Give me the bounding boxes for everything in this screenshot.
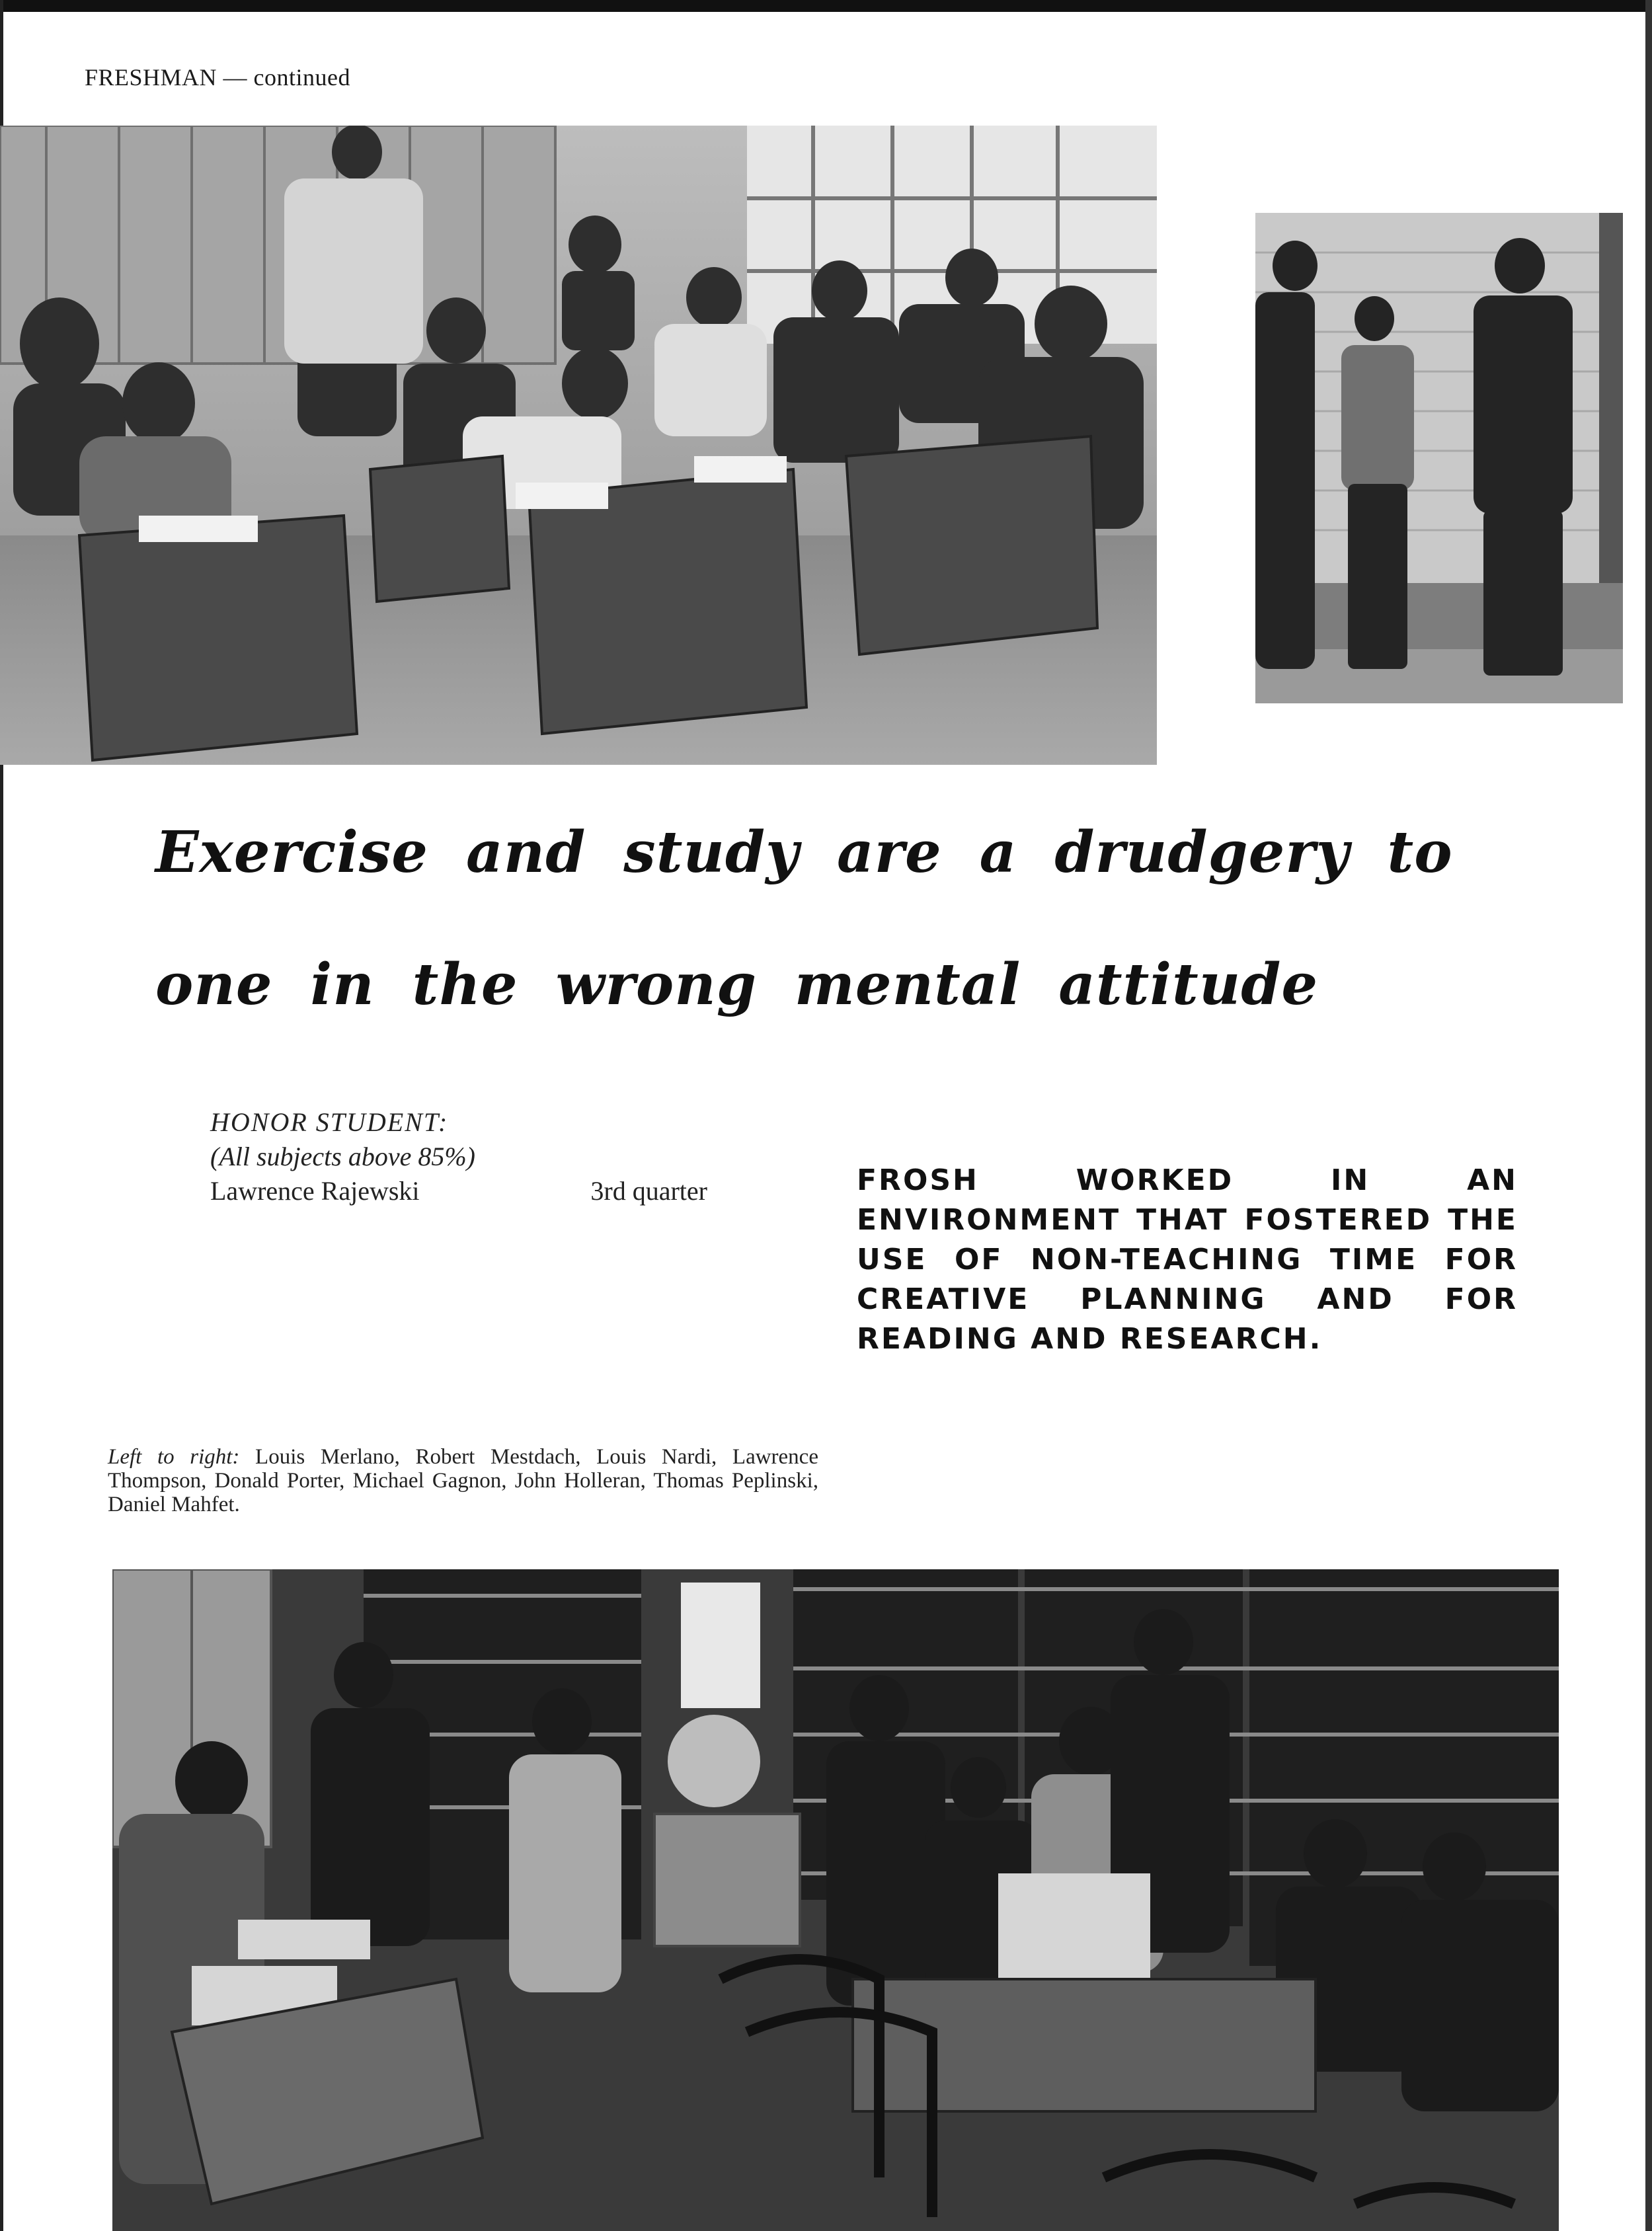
honor-criteria: (All subjects above 85%) xyxy=(210,1142,475,1171)
library-image xyxy=(112,1569,1559,2231)
honor-label-row xyxy=(210,1105,707,1140)
scan-top-border xyxy=(0,0,1652,12)
library-group-photo xyxy=(112,1569,1559,2231)
classroom-exam-image xyxy=(0,126,1157,765)
section-header: FRESHMAN — continued xyxy=(85,64,351,91)
headline-quote: Exercise and study are a drudgery to one in the wrong mental attitude xyxy=(155,819,1453,1018)
honor-student-row xyxy=(210,1174,707,1208)
caption-names: Louis Merlano, Robert Mestdach, Louis Nardi, Lawrence Thompson, Donald Porter, Michael Gagnon, John Holleran, Thomas Peplinski, Daniel Mahfet. xyxy=(108,1445,818,1516)
three-boys-image xyxy=(1255,213,1623,703)
caption-lead: Left to right: xyxy=(108,1445,240,1469)
scan-right-border xyxy=(1645,0,1652,2231)
honor-period: 3rd quarter xyxy=(590,1176,707,1206)
honor-student-name: Lawrence Rajewski xyxy=(210,1176,420,1206)
honor-label: HONOR STUDENT: xyxy=(210,1107,449,1137)
classroom-exam-photo xyxy=(0,126,1157,765)
frosh-environment-text: FROSH WORKED IN AN ENVIRONMENT THAT FOSTERED THE USE OF NON-TEACHING TIME FOR CREATIVE PLANNING AND FOR READING AND RESEARCH. xyxy=(857,1163,1518,1356)
honor-student-block xyxy=(210,1105,707,1208)
three-boys-outdoors-photo xyxy=(1255,213,1623,703)
library-photo-caption xyxy=(108,1445,818,1516)
